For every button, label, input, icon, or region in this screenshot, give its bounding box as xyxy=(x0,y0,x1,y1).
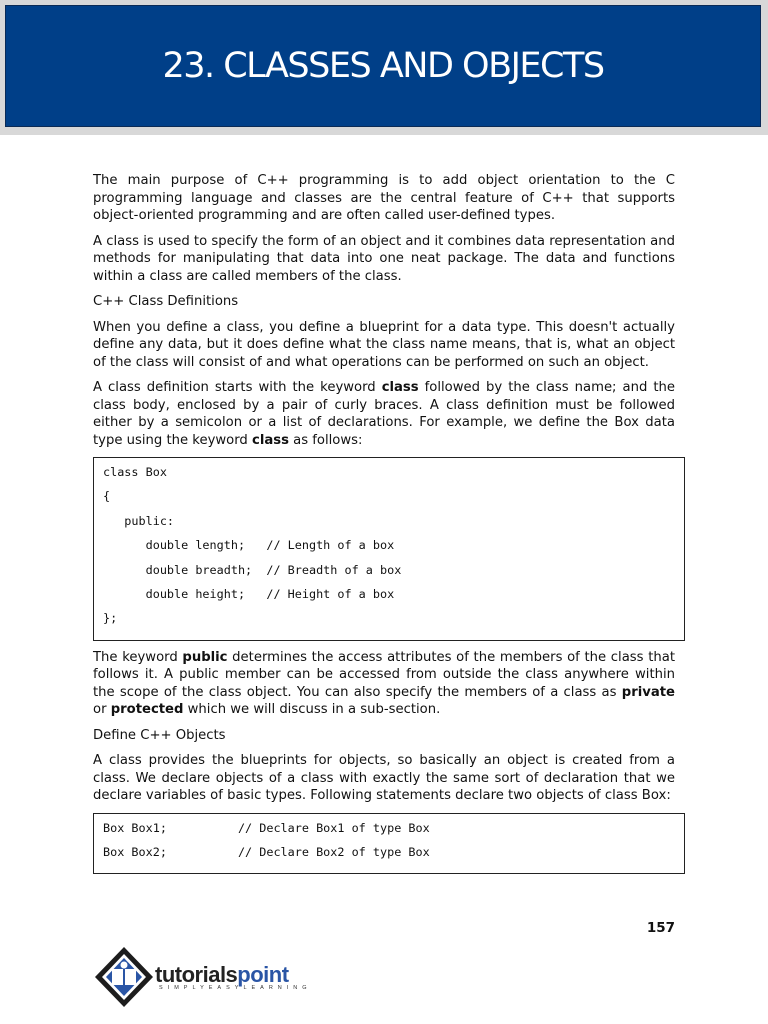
text-span: which we will discuss in a sub-section. xyxy=(183,702,441,718)
code-line: Box Box2; // Declare Box2 of type Box xyxy=(103,844,430,859)
subheading-class-definitions: C++ Class Definitions xyxy=(93,294,239,309)
text-span: or xyxy=(93,702,111,718)
chapter-header-banner xyxy=(5,5,761,127)
chapter-title: 23. CLASSES AND OBJECTS xyxy=(162,46,604,86)
keyword-protected: protected xyxy=(110,702,184,718)
logo-diamond-icon xyxy=(93,945,155,1010)
code-box-object-declarations xyxy=(93,813,685,874)
code-line: public: xyxy=(103,513,175,528)
paragraph-public-keyword xyxy=(93,649,675,719)
code-line: double breadth; // Breadth of a box xyxy=(103,562,402,577)
keyword-class: class xyxy=(252,432,289,448)
code-line: class Box xyxy=(103,465,167,479)
text-span: followed by the class name; and the class body, enclosed by a pair of curly braces. A class definition must be followed either by a semicolon or a list of declarations. For example, we define the Box data type using the keyword xyxy=(93,380,675,448)
chapter-header xyxy=(0,0,768,135)
code-line: { xyxy=(103,489,111,504)
paragraph-intro: The main purpose of C++ programming is to add object orientation to the C programming language and classes are the central feature of C++ that supports object-oriented programming and are often called user-defined types. xyxy=(93,173,675,223)
code-line: double height; // Height of a box xyxy=(103,586,395,601)
keyword-class: class xyxy=(381,380,419,395)
text-span: A class definition starts with the keyword xyxy=(93,380,382,395)
keyword-private: private xyxy=(621,684,675,700)
subheading-define-objects: Define C++ Objects xyxy=(93,727,226,743)
paragraph-blueprint: When you define a class, you define a blueprint for a data type. This doesn't actually define any data, but it does define what the class name means, that is, what an object of the class will consist of and what operations can be performed on such an object. xyxy=(93,319,675,370)
code-line: double length; // Length of a box xyxy=(103,538,395,553)
code-box-class-definition xyxy=(93,457,685,641)
text-span: as follows: xyxy=(288,432,363,448)
text-span: determines the access attributes of the members of the class that follows it. A public member can be accessed from outside the class anywhere within the scope of the class object. You can also specify the members of a class as xyxy=(93,649,675,700)
logo-word-point: point xyxy=(237,962,289,987)
text-span: The keyword xyxy=(93,649,183,665)
logo-tagline: SIMPLYEASYLEARNING xyxy=(159,985,312,991)
keyword-public: public xyxy=(182,649,228,665)
logo-word-tutorials: tutorials xyxy=(155,962,238,987)
paragraph-class-purpose: A class is used to specify the form of an object and it combines data representation and methods for manipulating that data into one neat package. The data and functions within a class are called members of the class. xyxy=(93,233,675,284)
page-number: 157 xyxy=(646,920,675,936)
code-line: Box Box1; // Declare Box1 of type Box xyxy=(103,820,430,835)
code-line: }; xyxy=(103,611,118,626)
paragraph-class-keyword xyxy=(93,379,675,449)
paragraph-objects: A class provides the blueprints for objects, so basically an object is created from a class. We declare objects of a class with exactly the same sort of declaration that we declare variables of basic types. Following statements declare two objects of class Box: xyxy=(93,753,675,804)
tutorialspoint-logo xyxy=(93,945,323,1010)
page-content xyxy=(93,172,675,882)
